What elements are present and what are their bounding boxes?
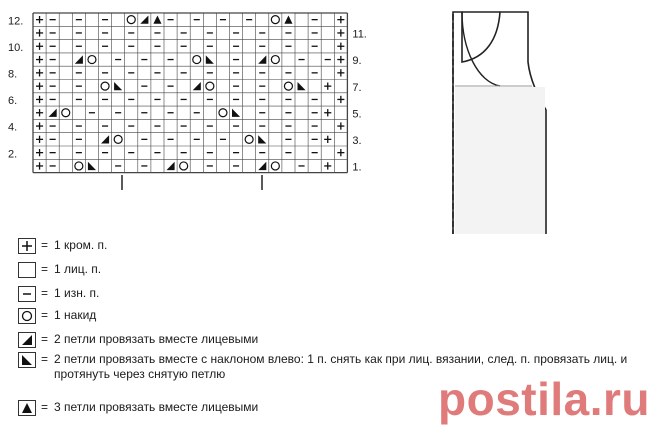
triangle-left-icon: [18, 352, 36, 368]
k2tog-symbol: [49, 109, 57, 117]
legend-label: 1 изн. п.: [54, 286, 100, 300]
k2tog-symbol: [75, 55, 83, 63]
row-number-right: 3.: [352, 135, 362, 147]
row-numbers: [8, 15, 367, 173]
legend-item-edge-stitch: [18, 238, 107, 254]
legend-label: 2 петли провязать вместе с наклоном влево: 1 п. снять как при лиц. вязании, след. п. провязать лиц. и протянуть через снятую петлю: [54, 352, 628, 381]
ssk-symbol: [114, 82, 122, 90]
legend-equals: =: [41, 238, 49, 252]
row-number-left: 6.: [8, 95, 18, 108]
yarn-over-symbol: [271, 162, 279, 170]
triangle-right-icon: [18, 332, 36, 348]
legend-label: 3 петли провязать вместе лицевыми: [54, 400, 259, 414]
k2tog-symbol: [193, 82, 201, 90]
k2tog-symbol: [258, 162, 266, 170]
yarn-over-symbol: [271, 56, 279, 64]
yarn-over-symbol: [245, 135, 253, 143]
yarn-over-symbol: [193, 56, 201, 64]
ssk-symbol: [298, 82, 306, 90]
row-number-right: 7.: [352, 81, 362, 94]
legend-equals: =: [41, 262, 49, 276]
legend-label: 1 накид: [54, 308, 97, 322]
k2tog-symbol: [167, 162, 175, 170]
row-number-left: 8.: [8, 68, 18, 81]
plus-icon: [18, 238, 36, 254]
circle-icon: [18, 308, 36, 324]
row-number-right: 5.: [352, 108, 362, 121]
legend-label: 2 петли провязать вместе лицевыми: [54, 332, 259, 346]
garment-schematic: [453, 12, 546, 234]
legend-label: 1 лиц. п.: [54, 262, 102, 276]
yarn-over-symbol: [206, 82, 214, 90]
empty-square-icon: [18, 262, 36, 278]
legend-equals: =: [41, 308, 49, 322]
minus-icon: [18, 286, 36, 302]
yarn-over-symbol: [219, 109, 227, 117]
row-number-right: 9.: [352, 55, 362, 68]
k2tog-symbol: [101, 135, 109, 143]
repeat-markers: [122, 175, 262, 190]
legend-item-k2tog: [18, 332, 258, 348]
row-number-left: 2.: [8, 148, 18, 161]
watermark-logo: postila.ru: [438, 373, 651, 425]
legend-item-purl: [18, 286, 99, 302]
legend-equals: =: [41, 352, 49, 366]
yarn-over-symbol: [180, 162, 188, 170]
k2tog-symbol: [140, 16, 148, 24]
legend-label: 1 кром. п.: [54, 238, 108, 252]
yarn-over-symbol: [114, 135, 122, 143]
ssk-symbol: [232, 109, 240, 117]
row-number-left: 10.: [8, 41, 24, 54]
yarn-over-symbol: [88, 56, 96, 64]
ssk-symbol: [88, 162, 96, 170]
legend-item-yarn-over: [18, 308, 96, 324]
ssk-symbol: [206, 55, 214, 63]
ssk-symbol: [258, 135, 266, 143]
row-number-left: 12.: [8, 15, 24, 28]
legend-item-k3tog: [18, 400, 258, 416]
legend-equals: =: [41, 400, 49, 414]
yarn-over-symbol: [271, 16, 279, 24]
row-number-right: 1.: [352, 161, 362, 174]
triangle-up-icon: [18, 400, 36, 416]
yarn-over-symbol: [75, 162, 83, 170]
yarn-over-symbol: [62, 109, 70, 117]
row-number-right: 11.: [352, 28, 367, 41]
legend-equals: =: [41, 286, 49, 300]
stitch-grid: [33, 13, 347, 173]
legend-item-knit: [18, 262, 101, 278]
yarn-over-symbol: [127, 16, 135, 24]
yarn-over-symbol: [284, 82, 292, 90]
yarn-over-symbol: [101, 82, 109, 90]
row-number-left: 4.: [8, 121, 18, 134]
legend-equals: =: [41, 332, 49, 346]
k2tog-symbol: [258, 55, 266, 63]
